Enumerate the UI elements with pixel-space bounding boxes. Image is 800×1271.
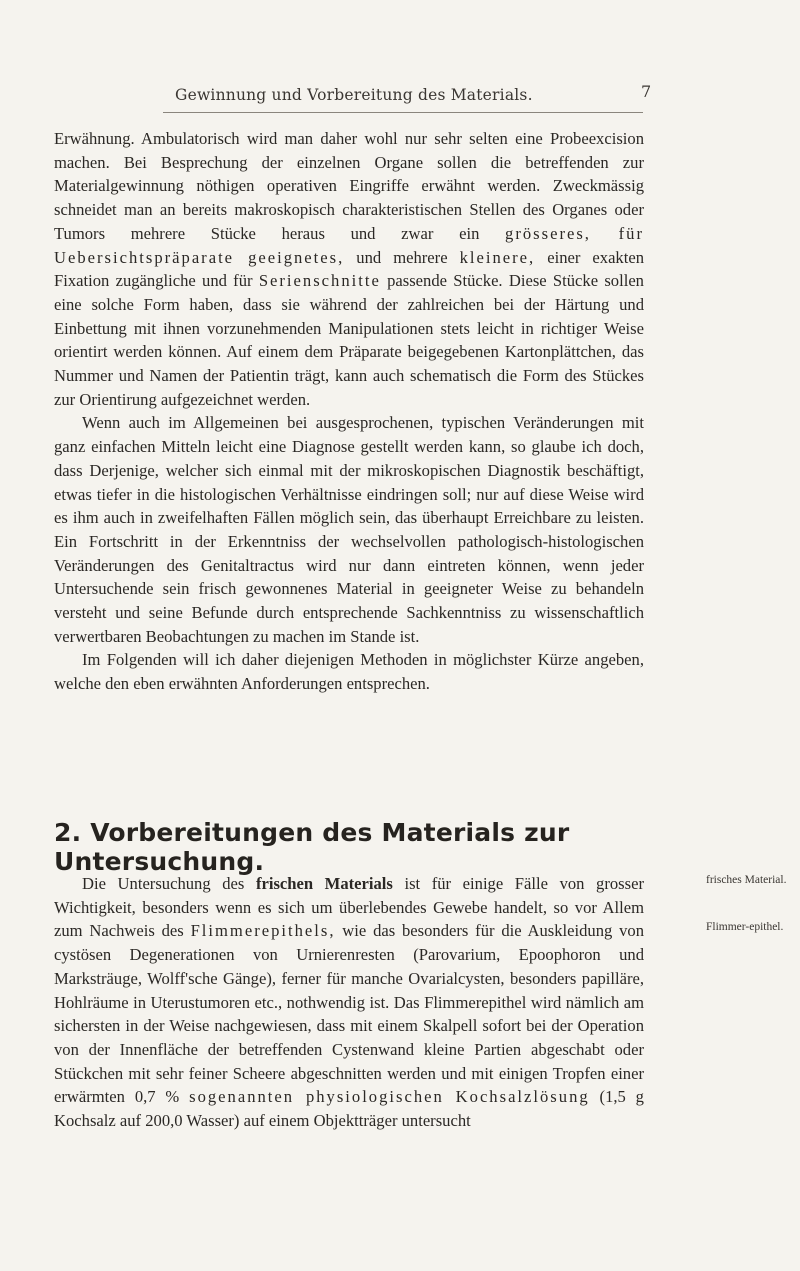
spaced-emphasis: Flimmerepithels, — [190, 921, 336, 941]
spaced-emphasis: grösseres, für Uebersichtspräparate geeignetes, — [54, 223, 644, 267]
text-run: Die Untersuchung des — [82, 874, 256, 893]
text-run: (1,5 g Kochsalz auf 200,0 Wasser) auf einem Objektträger untersucht — [54, 1087, 644, 1131]
section-1-text — [54, 127, 644, 696]
spaced-emphasis: Serienschnitte — [258, 271, 381, 291]
text-run: ist für einige Fälle von grosser Wichtigkeit, besonders wenn es sich um überlebendes Gewebe handelt, so vor Allem zum Nachweis des — [54, 874, 644, 941]
running-title: Gewinnung und Vorbereitung des Materials. — [175, 86, 533, 104]
paragraph — [54, 127, 644, 411]
text-run: Erwähnung. Ambulatorisch wird man daher wohl nur sehr selten eine Probeexcision machen. Bei Besprechung der einzelnen Organe sollen die betreffenden zur Materialgewinnung nöthigen operativen Eingriffe erwähnt werden. Zweckmässig schneidet man an bereits makroskopisch charakteristischen Stellen des Organes oder Tumors mehrere Stücke heraus und zwar ein — [54, 129, 644, 243]
paragraph — [54, 872, 644, 1133]
text-run: passende Stücke. Diese Stücke sollen eine solche Form haben, dass sie während der zahlreichen bei der Härtung und Einbettung mit ihnen vorzunehmenden Manipulationen stets leicht in richtiger Weise orientirt werden können. Auf einem dem Präparate beigegebenen Kartonplättchen, das Nummer und Namen der Patientin trägt, kann auch schematisch die Form des Stückes zur Orientirung aufgezeichnet werden. — [54, 271, 644, 409]
spaced-emphasis: kleinere, — [459, 247, 536, 267]
section-heading: 2. Vorbereitungen des Materials zur Untersuchung. — [54, 818, 570, 876]
text-run: wie das besonders für die Auskleidung von cystösen Degenerationen von Urnierenresten (Parovarium, Epoophoron und Marksträuge, Wolff'sche Gänge), ferner für manche Ovarialcysten, besonders papilläre, Hohlräume in Uterustumoren etc., nothwendig ist. Das Flimmerepithel wird nämlich am sichersten in der Weise nachgewiesen, dass mit einem Skalpell sofort bei der Operation von der Innenfläche der betreffenden Cystenwand kleine Partien abgeschabt oder Stückchen mit sehr feiner Scheere abgeschnitten werden und mit einigen Tropfen einer erwärmten 0,7 % — [54, 921, 645, 1107]
paragraph: Wenn auch im Allgemeinen bei ausgesprochenen, typischen Veränderungen mit ganz einfachen Mitteln leicht eine Diagnose gestellt werden kann, so glaube ich doch, dass Derjenige, welcher sich einmal mit der mikroskopischen Diagnostik beschäftigt, etwas tiefer in die histologischen Verhältnisse eindringen soll; nur auf diese Weise wird es ihm auch in zweifelhaften Fällen möglich sein, das überhaupt Erreichbare zu leisten. Ein Fortschritt in der Erkenntniss der wechselvollen pathologisch-histologischen Veränderungen des Genitaltractus wird nur dann eintreten können, wenn jeder Untersuchende sein frisch gewonnenes Material in geeigneter Weise zu behandeln versteht und seine Befunde durch entsprechende Sachkenntniss zu wissenschaftlich verwertbaren Beobachtungen zu machen im Stande ist. — [54, 413, 644, 646]
text-run: einer exakten Fixation zugängliche und für — [54, 247, 644, 291]
margin-note-frisches-material: frisches Material. — [706, 874, 787, 886]
spaced-emphasis: sogenannten physiologischen Kochsalzlösung — [189, 1087, 590, 1107]
text-run: und mehrere — [344, 247, 460, 267]
section-2-text — [54, 872, 644, 1133]
header-rule — [163, 112, 643, 113]
margin-note-flimmerepithel: Flimmer-epithel. — [706, 921, 784, 933]
paragraph: Im Folgenden will ich daher diejenigen Methoden in möglichster Kürze angeben, welche den eben erwähnten Anforderungen entsprechen. — [54, 650, 644, 694]
page-number: 7 — [641, 82, 652, 101]
bold-emphasis: frischen Materials — [255, 874, 393, 893]
